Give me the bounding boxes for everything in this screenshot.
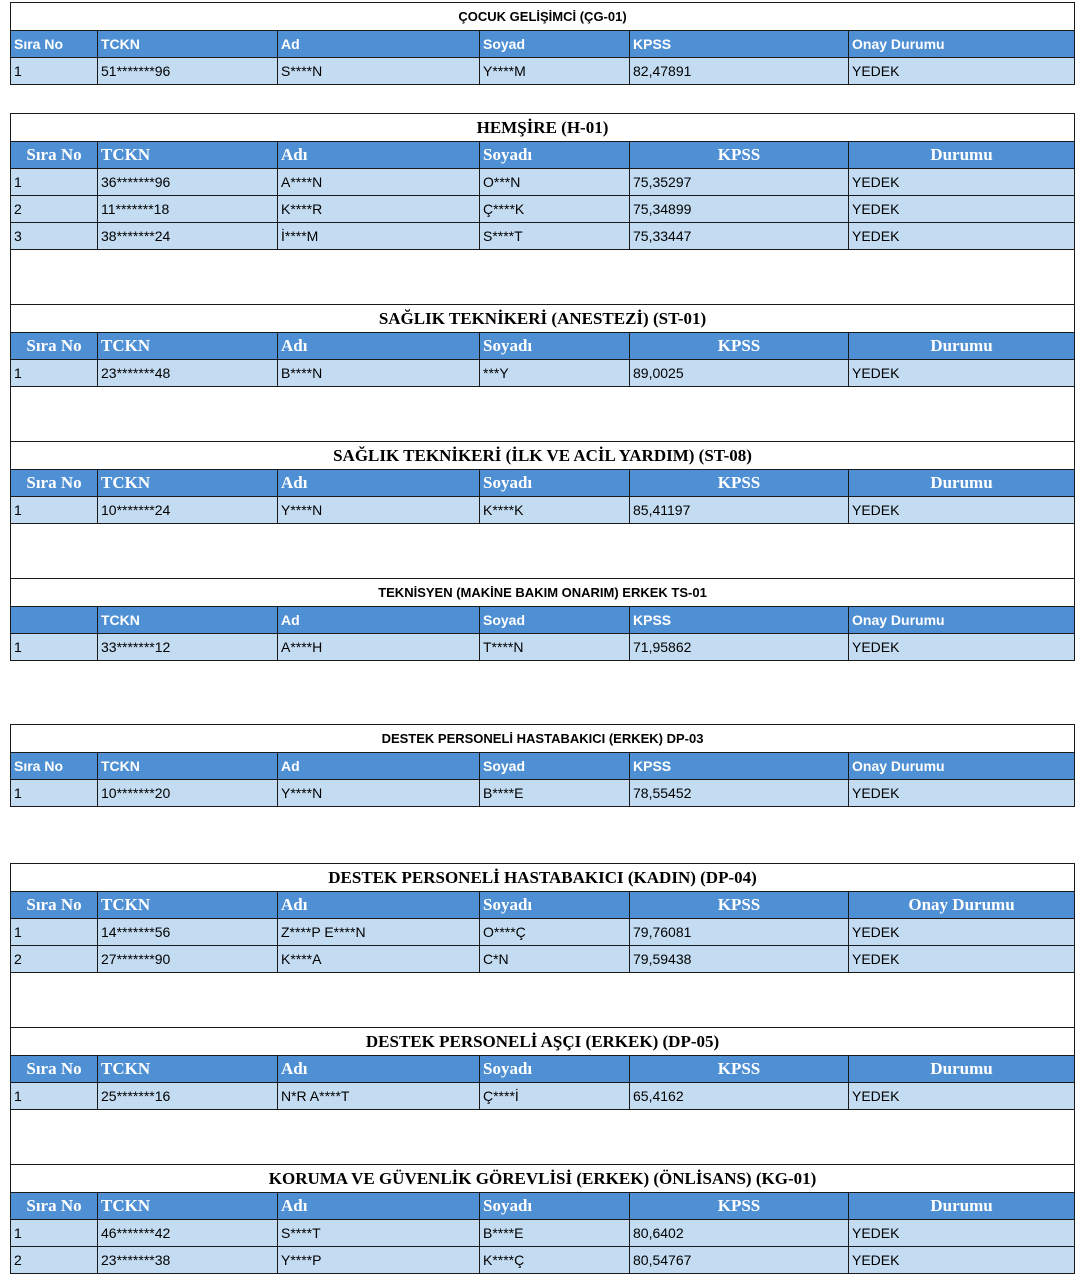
cell-soyad: T****N xyxy=(480,634,630,661)
header-tckn: TCKN xyxy=(98,607,278,634)
cell-sira: 1 xyxy=(11,1083,98,1110)
header-ad: Ad xyxy=(278,31,480,58)
cell-durum: YEDEK xyxy=(849,58,1075,85)
cell-durum: YEDEK xyxy=(849,780,1075,807)
cell-sira: 1 xyxy=(11,360,98,387)
cell-durum: YEDEK xyxy=(849,497,1075,524)
header-ad: Adı xyxy=(278,142,480,169)
header-durum: Onay Durumu xyxy=(849,31,1075,58)
cell-ad: Z****P E****N xyxy=(278,919,480,946)
table-row xyxy=(11,360,1075,387)
table-row xyxy=(11,1220,1075,1247)
header-soyad: Soyadı xyxy=(480,1193,630,1220)
table-row xyxy=(11,223,1075,250)
cell-soyad: O***N xyxy=(480,169,630,196)
cell-durum: YEDEK xyxy=(849,169,1075,196)
cell-kpss: 75,33447 xyxy=(630,223,849,250)
header-soyad: Soyadı xyxy=(480,1056,630,1083)
cell-durum: YEDEK xyxy=(849,1083,1075,1110)
table-row xyxy=(11,780,1075,807)
header-tckn: TCKN xyxy=(98,1193,278,1220)
spacer-row xyxy=(11,387,1075,442)
section-group-health xyxy=(10,113,1074,661)
header-durum: Onay Durumu xyxy=(849,607,1075,634)
results-table xyxy=(10,724,1075,807)
header-durum: Onay Durumu xyxy=(849,753,1075,780)
cell-kpss: 79,59438 xyxy=(630,946,849,973)
cell-durum: YEDEK xyxy=(849,196,1075,223)
cell-kpss: 89,0025 xyxy=(630,360,849,387)
cell-soyad: Ç****K xyxy=(480,196,630,223)
header-soyad: Soyadı xyxy=(480,333,630,360)
cell-sira: 1 xyxy=(11,497,98,524)
cell-ad: S****N xyxy=(278,58,480,85)
header-sira-no: Sıra No xyxy=(11,333,98,360)
cell-soyad: C*N xyxy=(480,946,630,973)
cell-ad: İ****M xyxy=(278,223,480,250)
header-sira-no: Sıra No xyxy=(11,1193,98,1220)
results-table xyxy=(10,113,1075,661)
cell-sira: 1 xyxy=(11,1220,98,1247)
header-row xyxy=(11,1056,1075,1083)
cell-tckn: 11*******18 xyxy=(98,196,278,223)
cell-durum: YEDEK xyxy=(849,360,1075,387)
cell-ad: Y****N xyxy=(278,497,480,524)
cell-durum: YEDEK xyxy=(849,919,1075,946)
cell-sira: 1 xyxy=(11,634,98,661)
header-sira-no xyxy=(11,607,98,634)
header-sira-no: Sıra No xyxy=(11,1056,98,1083)
cell-soyad: B****E xyxy=(480,1220,630,1247)
header-ad: Adı xyxy=(278,1056,480,1083)
results-table xyxy=(10,2,1075,85)
header-kpss: KPSS xyxy=(630,142,849,169)
spacer-row xyxy=(11,524,1075,579)
header-durum: Onay Durumu xyxy=(849,892,1075,919)
cell-sira: 1 xyxy=(11,919,98,946)
header-ad: Ad xyxy=(278,753,480,780)
cell-kpss: 85,41197 xyxy=(630,497,849,524)
cell-ad: N*R A****T xyxy=(278,1083,480,1110)
table-row xyxy=(11,497,1075,524)
header-durum: Durumu xyxy=(849,333,1075,360)
header-ad: Adı xyxy=(278,470,480,497)
header-tckn: TCKN xyxy=(98,333,278,360)
cell-soyad: Y****M xyxy=(480,58,630,85)
header-ad: Adı xyxy=(278,1193,480,1220)
header-ad: Adı xyxy=(278,333,480,360)
header-ad: Adı xyxy=(278,892,480,919)
cell-sira: 3 xyxy=(11,223,98,250)
cell-durum: YEDEK xyxy=(849,1247,1075,1274)
cell-kpss: 71,95862 xyxy=(630,634,849,661)
cell-tckn: 36*******96 xyxy=(98,169,278,196)
header-ad: Ad xyxy=(278,607,480,634)
cell-soyad: B****E xyxy=(480,780,630,807)
section-title-st08: SAĞLIK TEKNİKERİ (İLK VE ACİL YARDIM) (ST-08) xyxy=(11,442,1075,470)
section-title-dp05: DESTEK PERSONELİ AŞÇI (ERKEK) (DP-05) xyxy=(11,1028,1075,1056)
header-durum: Durumu xyxy=(849,142,1075,169)
header-soyad: Soyadı xyxy=(480,470,630,497)
spacer-row xyxy=(11,973,1075,1028)
header-sira-no: Sıra No xyxy=(11,142,98,169)
table-row xyxy=(11,58,1075,85)
header-row xyxy=(11,753,1075,780)
table-row xyxy=(11,1083,1075,1110)
header-durum: Durumu xyxy=(849,1056,1075,1083)
table-row xyxy=(11,946,1075,973)
cell-tckn: 14*******56 xyxy=(98,919,278,946)
spacer-row xyxy=(11,250,1075,305)
results-table xyxy=(10,863,1075,1274)
header-tckn: TCKN xyxy=(98,1056,278,1083)
cell-tckn: 10*******24 xyxy=(98,497,278,524)
cell-tckn: 51*******96 xyxy=(98,58,278,85)
header-sira-no: Sıra No xyxy=(11,892,98,919)
section-title-dp04: DESTEK PERSONELİ HASTABAKICI (KADIN) (DP-04) xyxy=(11,864,1075,892)
header-durum: Durumu xyxy=(849,1193,1075,1220)
cell-durum: YEDEK xyxy=(849,634,1075,661)
header-kpss: KPSS xyxy=(630,31,849,58)
section-title-ts01: TEKNİSYEN (MAKİNE BAKIM ONARIM) ERKEK TS-01 xyxy=(11,579,1075,607)
cell-soyad: K****Ç xyxy=(480,1247,630,1274)
header-row xyxy=(11,333,1075,360)
cell-durum: YEDEK xyxy=(849,1220,1075,1247)
cell-durum: YEDEK xyxy=(849,223,1075,250)
section-title: ÇOCUK GELİŞİMCİ (ÇG-01) xyxy=(11,3,1075,31)
cell-sira: 2 xyxy=(11,946,98,973)
header-kpss: KPSS xyxy=(630,333,849,360)
cell-ad: A****N xyxy=(278,169,480,196)
section-title-st01: SAĞLIK TEKNİKERİ (ANESTEZİ) (ST-01) xyxy=(11,305,1075,333)
header-sira-no: Sıra No xyxy=(11,470,98,497)
header-soyad: Soyadı xyxy=(480,142,630,169)
section-cocuk-gelisimci xyxy=(10,2,1074,85)
header-soyad: Soyad xyxy=(480,607,630,634)
header-row xyxy=(11,607,1075,634)
section-group-support xyxy=(10,863,1074,1274)
cell-tckn: 23*******38 xyxy=(98,1247,278,1274)
header-row xyxy=(11,142,1075,169)
header-kpss: KPSS xyxy=(630,607,849,634)
cell-ad: K****R xyxy=(278,196,480,223)
header-tckn: TCKN xyxy=(98,470,278,497)
header-kpss: KPSS xyxy=(630,470,849,497)
header-durum: Durumu xyxy=(849,470,1075,497)
cell-ad: A****H xyxy=(278,634,480,661)
cell-soyad: Ç****İ xyxy=(480,1083,630,1110)
cell-tckn: 46*******42 xyxy=(98,1220,278,1247)
cell-kpss: 75,35297 xyxy=(630,169,849,196)
section-title: DESTEK PERSONELİ HASTABAKICI (ERKEK) DP-03 xyxy=(11,725,1075,753)
table-row xyxy=(11,634,1075,661)
header-tckn: TCKN xyxy=(98,753,278,780)
header-tckn: TCKN xyxy=(98,892,278,919)
cell-soyad: O****Ç xyxy=(480,919,630,946)
cell-soyad: S****T xyxy=(480,223,630,250)
header-soyad: Soyad xyxy=(480,753,630,780)
section-title-hemsire: HEMŞİRE (H-01) xyxy=(11,114,1075,142)
cell-sira: 2 xyxy=(11,196,98,223)
cell-tckn: 33*******12 xyxy=(98,634,278,661)
cell-sira: 2 xyxy=(11,1247,98,1274)
cell-ad: K****A xyxy=(278,946,480,973)
cell-kpss: 80,54767 xyxy=(630,1247,849,1274)
header-tckn: TCKN xyxy=(98,142,278,169)
cell-ad: B****N xyxy=(278,360,480,387)
header-row xyxy=(11,1193,1075,1220)
header-soyad: Soyad xyxy=(480,31,630,58)
cell-kpss: 82,47891 xyxy=(630,58,849,85)
section-title-kg01: KORUMA VE GÜVENLİK GÖREVLİSİ (ERKEK) (ÖNLİSANS) (KG-01) xyxy=(11,1165,1075,1193)
header-kpss: KPSS xyxy=(630,1193,849,1220)
cell-durum: YEDEK xyxy=(849,946,1075,973)
table-row xyxy=(11,1247,1075,1274)
header-row xyxy=(11,31,1075,58)
cell-sira: 1 xyxy=(11,58,98,85)
cell-ad: S****T xyxy=(278,1220,480,1247)
cell-ad: Y****N xyxy=(278,780,480,807)
table-row xyxy=(11,919,1075,946)
cell-sira: 1 xyxy=(11,780,98,807)
header-kpss: KPSS xyxy=(630,1056,849,1083)
cell-kpss: 80,6402 xyxy=(630,1220,849,1247)
cell-ad: Y****P xyxy=(278,1247,480,1274)
header-row xyxy=(11,470,1075,497)
table-row xyxy=(11,196,1075,223)
spacer-row xyxy=(11,1110,1075,1165)
header-sira-no: Sıra No xyxy=(11,753,98,780)
cell-tckn: 23*******48 xyxy=(98,360,278,387)
cell-kpss: 75,34899 xyxy=(630,196,849,223)
header-soyad: Soyadı xyxy=(480,892,630,919)
cell-kpss: 65,4162 xyxy=(630,1083,849,1110)
cell-kpss: 79,76081 xyxy=(630,919,849,946)
cell-sira: 1 xyxy=(11,169,98,196)
header-row xyxy=(11,892,1075,919)
header-kpss: KPSS xyxy=(630,753,849,780)
cell-tckn: 25*******16 xyxy=(98,1083,278,1110)
cell-soyad: ***Y xyxy=(480,360,630,387)
cell-tckn: 27*******90 xyxy=(98,946,278,973)
section-dp03 xyxy=(10,724,1074,807)
header-kpss: KPSS xyxy=(630,892,849,919)
header-tckn: TCKN xyxy=(98,31,278,58)
cell-tckn: 38*******24 xyxy=(98,223,278,250)
cell-soyad: K****K xyxy=(480,497,630,524)
table-row xyxy=(11,169,1075,196)
cell-tckn: 10*******20 xyxy=(98,780,278,807)
cell-kpss: 78,55452 xyxy=(630,780,849,807)
header-sira-no: Sıra No xyxy=(11,31,98,58)
